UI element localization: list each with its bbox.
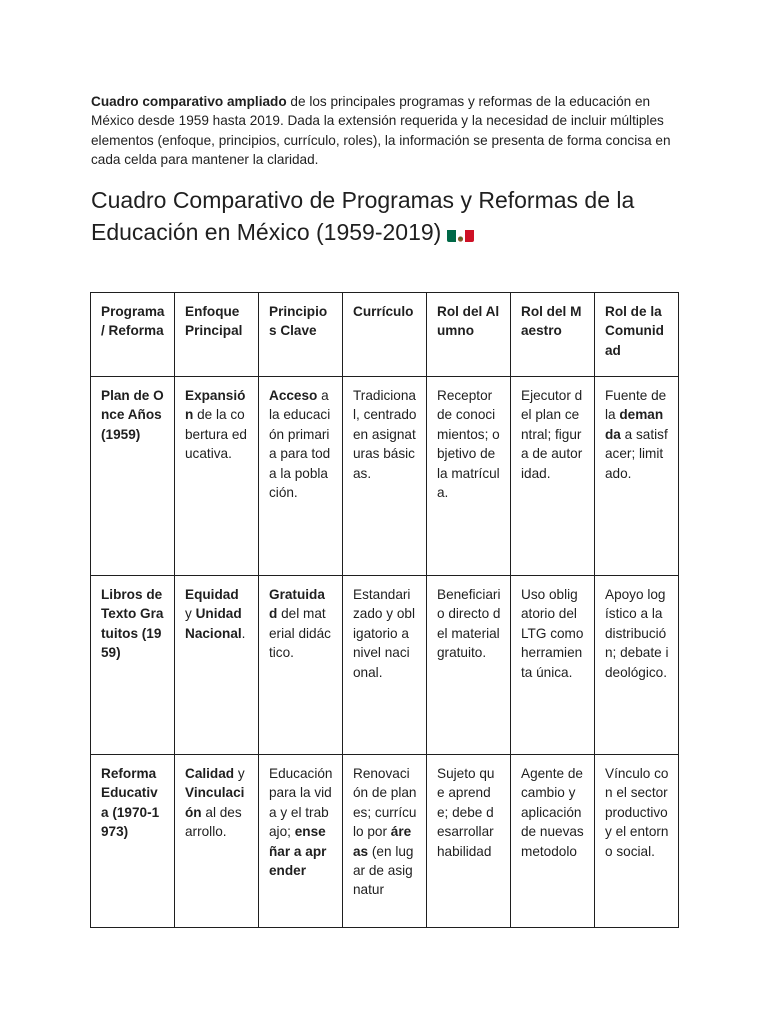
cell-bold: enseñar a aprender (269, 824, 327, 879)
cell-enfoque (175, 377, 259, 576)
header-principios: Principios Clave (259, 293, 343, 377)
cell-text: del material didáctico. (269, 606, 331, 661)
comparison-table (90, 292, 679, 928)
table-row (91, 377, 679, 576)
cell-text: al desarrollo. (185, 804, 242, 840)
title-text: Cuadro Comparativo de Programas y Reformas de la Educación en México (1959-2019) (91, 187, 635, 245)
cell-curriculo (343, 755, 427, 928)
cell-bold: áreas (353, 824, 412, 859)
page-title (91, 184, 711, 248)
cell-bold: Vinculación (185, 785, 245, 820)
cell-text: Renovación de planes; currículo por (353, 766, 417, 840)
table-header-row (91, 293, 679, 377)
cell-comunidad (595, 377, 679, 576)
cell-bold: Calidad (185, 766, 235, 781)
header-enfoque: Enfoque Principal (175, 293, 259, 377)
cell-alumno: Receptor de conocimientos; objetivo de la matrícula. (427, 377, 511, 576)
cell-maestro: Agente de cambio y aplicación de nuevas metodolo (511, 755, 595, 928)
cell-curriculo: Estandarizado y obligatorio a nivel nacional. (343, 576, 427, 755)
cell-text: a satisfacer; limitado. (605, 426, 668, 481)
cell-alumno: Beneficiario directo del material gratuito. (427, 576, 511, 755)
cell-text: y (185, 606, 196, 622)
table-row (91, 576, 679, 755)
cell-bold: Equidad (185, 587, 239, 602)
intro-paragraph (91, 92, 691, 170)
cell-text: (en lugar de asignatur (353, 843, 414, 898)
cell-text: a la educación primaria para toda la población. (269, 388, 331, 501)
cell-principios (259, 576, 343, 755)
cell-text: y (234, 766, 245, 781)
cell-maestro: Uso obligatorio del LTG como herramienta única. (511, 576, 595, 755)
cell-text: Educación para la vida y el trabajo; (269, 766, 333, 840)
header-curriculo: Currículo (343, 293, 427, 377)
header-alumno: Rol del Alumno (427, 293, 511, 377)
header-maestro: Rol del Maestro (511, 293, 595, 377)
cell-program: Reforma Educativa (1970-1973) (91, 755, 175, 928)
cell-principios (259, 755, 343, 928)
header-comunidad: Rol de la Comunidad (595, 293, 679, 377)
cell-program: Plan de Once Años (1959) (91, 377, 175, 576)
intro-text: de los principales programas y reformas de la educación en México desde 1959 hasta 2019. Dada la extensión requerida y la necesidad de incluir múltiples elementos (enfoque, principios, currículo, roles), la información se presenta de forma concisa en cada celda para mantener la claridad. (91, 94, 671, 168)
cell-text: Fuente de la (605, 388, 667, 423)
cell-alumno: Sujeto que aprende; debe desarrollar habilidad (427, 755, 511, 928)
intro-bold: Cuadro comparativo ampliado (91, 94, 287, 109)
cell-program: Libros de Texto Gratuitos (1959) (91, 576, 175, 755)
cell-bold: Gratuidad (269, 587, 325, 622)
cell-principios (259, 377, 343, 576)
cell-bold: Unidad Nacional (185, 606, 242, 641)
cell-bold: Expansión (185, 388, 246, 423)
cell-text: . (241, 625, 246, 641)
cell-comunidad: Apoyo logístico a la distribución; debate ideológico. (595, 576, 679, 755)
cell-comunidad: Vínculo con el sector productivo y el entorno social. (595, 755, 679, 928)
cell-enfoque (175, 755, 259, 928)
header-program: Programa / Reforma (91, 293, 175, 377)
mexico-flag-icon (447, 224, 474, 242)
table-row (91, 755, 679, 928)
cell-enfoque (175, 576, 259, 755)
cell-text: de la cobertura educativa. (185, 407, 247, 462)
cell-curriculo: Tradicional, centrado en asignaturas básicas. (343, 377, 427, 576)
cell-bold: demanda (605, 407, 664, 442)
cell-bold: Acceso (269, 388, 318, 403)
cell-maestro: Ejecutor del plan central; figura de autoridad. (511, 377, 595, 576)
